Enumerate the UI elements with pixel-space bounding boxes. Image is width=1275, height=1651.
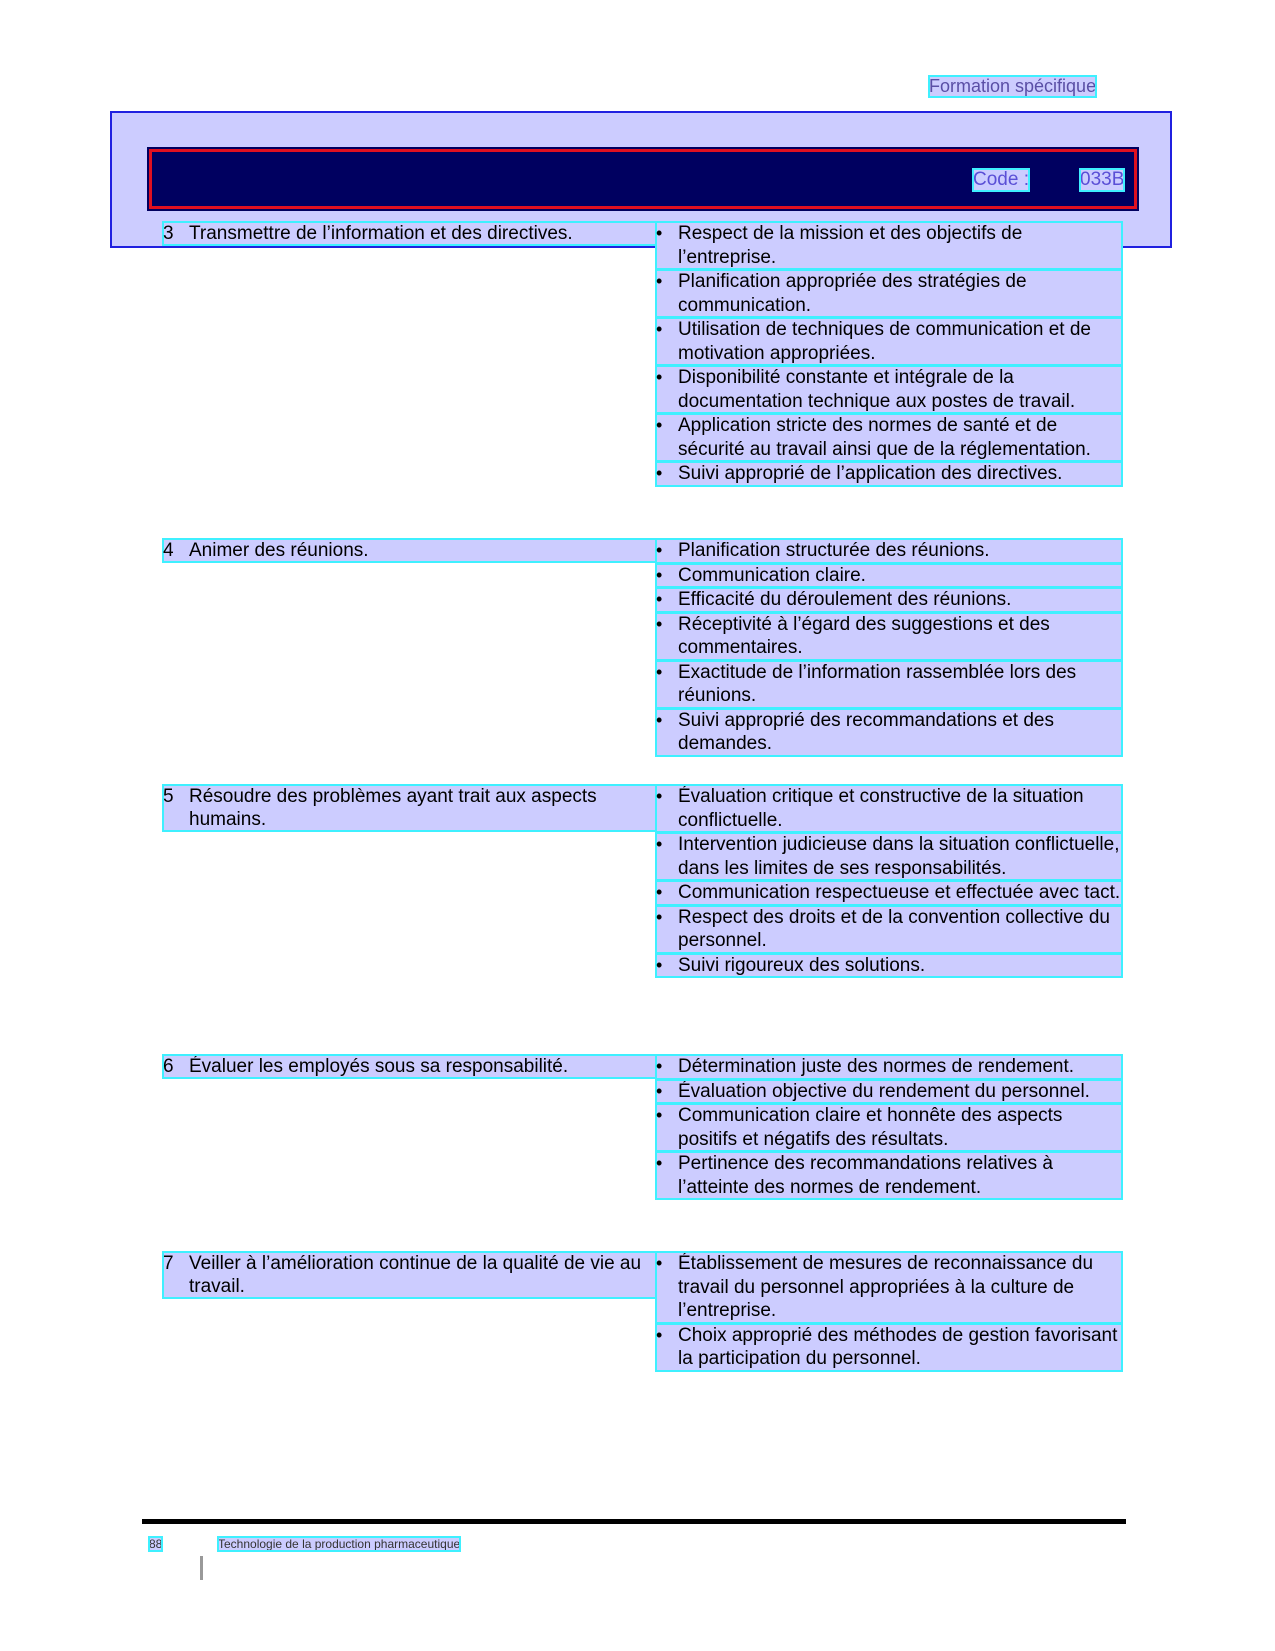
footer-tick (200, 1556, 203, 1580)
task-item (163, 1055, 657, 1078)
criterion-item: • Évaluation objective du rendement du personnel. (656, 1080, 1122, 1104)
footer-title: Technologie de la production pharmaceutique (218, 1537, 461, 1551)
criterion-item: • Planification appropriée des stratégies de communication. (656, 270, 1122, 317)
criterion-item: • Communication respectueuse et effectuée avec tact. (656, 881, 1122, 905)
criterion-item: • Communication claire. (656, 564, 1122, 588)
criterion-item: • Choix approprié des méthodes de gestion favorisant la participation du personnel. (656, 1324, 1122, 1371)
task-number: 4 (163, 540, 174, 561)
task-text: Animer des réunions. (189, 540, 369, 561)
task-number: 3 (163, 223, 174, 244)
task-text: Veiller à l’amélioration continue de la qualité de vie au travail. (189, 1253, 642, 1297)
page-number: 88 (149, 1537, 163, 1551)
criteria-list (656, 785, 1122, 978)
criterion-item: • Respect de la mission et des objectifs de l’entreprise. (656, 222, 1122, 269)
task-number: 7 (163, 1253, 174, 1274)
criteria-list (656, 222, 1122, 487)
task-number: 5 (163, 786, 174, 807)
criteria-list (656, 1252, 1122, 1372)
criterion-item: • Suivi approprié de l’application des directives. (656, 462, 1122, 486)
criterion-item: • Application stricte des normes de santé et de sécurité au travail ainsi que de la réglementation. (656, 414, 1122, 461)
criterion-item: • Exactitude de l’information rassemblée lors des réunions. (656, 661, 1122, 708)
code-label: Code : (973, 169, 1029, 190)
task-item (163, 222, 657, 245)
criteria-list (656, 1055, 1122, 1200)
criterion-item: • Utilisation de techniques de communication et de motivation appropriées. (656, 318, 1122, 365)
criterion-item: • Efficacité du déroulement des réunions. (656, 588, 1122, 612)
criterion-item: • Respect des droits et de la convention collective du personnel. (656, 906, 1122, 953)
criterion-item: • Disponibilité constante et intégrale de la documentation technique aux postes de travail. (656, 366, 1122, 413)
criterion-item: • Pertinence des recommandations relatives à l’atteinte des normes de rendement. (656, 1152, 1122, 1199)
task-item (163, 539, 657, 562)
criterion-item: • Détermination juste des normes de rendement. (656, 1055, 1122, 1079)
criteria-list (656, 539, 1122, 757)
criterion-item: • Établissement de mesures de reconnaissance du travail du personnel appropriées à la culture de l’entreprise. (656, 1252, 1122, 1323)
task-text: Évaluer les employés sous sa responsabilité. (189, 1056, 569, 1077)
criterion-item: • Communication claire et honnête des aspects positifs et négatifs des résultats. (656, 1104, 1122, 1151)
criterion-item: • Suivi approprié des recommandations et des demandes. (656, 709, 1122, 756)
task-text: Transmettre de l’information et des directives. (189, 223, 573, 244)
criterion-item: • Intervention judicieuse dans la situation conflictuelle, dans les limites de ses responsabilités. (656, 833, 1122, 880)
criterion-item: • Planification structurée des réunions. (656, 539, 1122, 563)
footer-rule (142, 1519, 1126, 1524)
code-value: 033B (1080, 169, 1125, 190)
criterion-item: • Suivi rigoureux des solutions. (656, 954, 1122, 978)
task-text: Résoudre des problèmes ayant trait aux aspects humains. (189, 786, 597, 830)
criterion-item: • Réceptivité à l’égard des suggestions et des commentaires. (656, 613, 1122, 660)
task-number: 6 (163, 1056, 174, 1077)
task-item (163, 785, 657, 831)
task-item (163, 1252, 657, 1298)
header-label: Formation spécifique (929, 76, 1097, 96)
criterion-item: • Évaluation critique et constructive de la situation conflictuelle. (656, 785, 1122, 832)
